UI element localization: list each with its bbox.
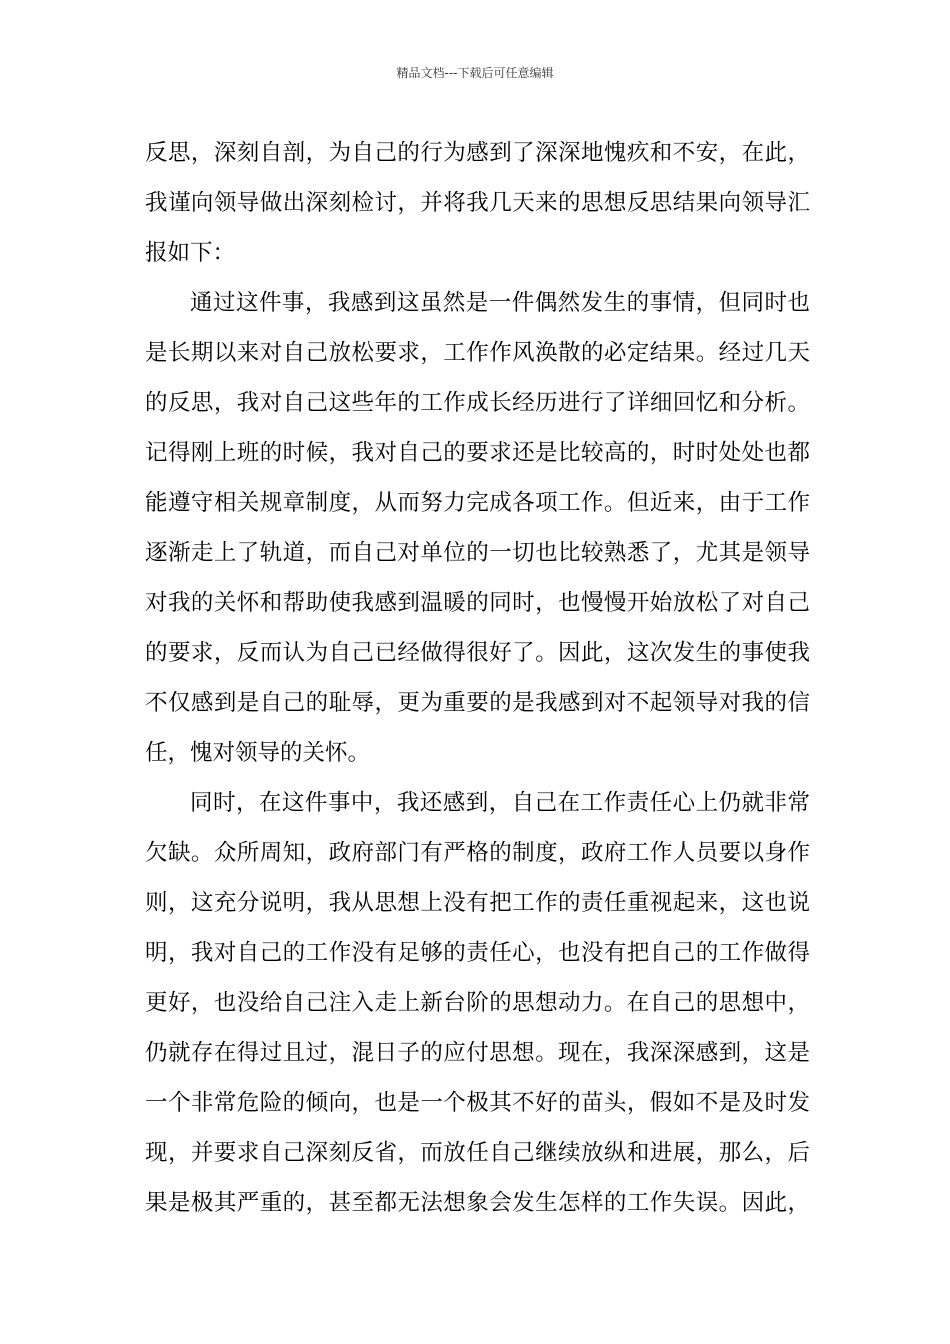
text-line: 果是极其严重的，甚至都无法想象会发生怎样的工作失误。因此， [145, 1190, 810, 1216]
text-line: 记得刚上班的时候，我对自己的要求还是比较高的，时时处处也都 [145, 440, 810, 466]
body-text [145, 128, 810, 1228]
text-line: 反思，深刻自剖，为自己的行为感到了深深地愧疚和不安，在此， [145, 140, 810, 166]
text-line: 我谨向领导做出深刻检讨，并将我几天来的思想反思结果向领导汇 [145, 190, 810, 216]
text-line: 仍就存在得过且过，混日子的应付思想。现在，我深深感到，这是 [145, 1040, 810, 1066]
text-line: 一个非常危险的倾向，也是一个极其不好的苗头，假如不是及时发 [145, 1090, 810, 1116]
text-line: 明，我对自己的工作没有足够的责任心，也没有把自己的工作做得 [145, 940, 810, 966]
text-line: 是长期以来对自己放松要求，工作作风涣散的必定结果。经过几天 [145, 340, 810, 366]
paragraph-first-line: 通过这件事，我感到这虽然是一件偶然发生的事情，但同时也 [190, 290, 810, 316]
text-line: 现，并要求自己深刻反省，而放任自己继续放纵和进展，那么，后 [145, 1140, 810, 1166]
text-line: 则，这充分说明，我从思想上没有把工作的责任重视起来，这也说 [145, 890, 810, 916]
text-line: 能遵守相关规章制度，从而努力完成各项工作。但近来，由于工作 [145, 490, 810, 516]
text-line: 报如下： [145, 240, 236, 266]
paragraph-first-line: 同时，在这件事中，我还感到，自己在工作责任心上仍就非常 [190, 790, 810, 816]
text-line: 对我的关怀和帮助使我感到温暖的同时，也慢慢开始放松了对自己 [145, 590, 810, 616]
text-line: 更好，也没给自己注入走上新台阶的思想动力。在自己的思想中， [145, 990, 810, 1016]
page-header: 精品文档---下载后可任意编辑 [396, 66, 554, 80]
text-line: 的要求，反而认为自己已经做得很好了。因此，这次发生的事使我 [145, 640, 810, 666]
text-line: 任，愧对领导的关怀。 [145, 740, 371, 766]
text-line: 的反思，我对自己这些年的工作成长经历进行了详细回忆和分析。 [145, 390, 810, 416]
text-line: 不仅感到是自己的耻辱，更为重要的是我感到对不起领导对我的信 [145, 690, 810, 716]
text-line: 欠缺。众所周知，政府部门有严格的制度，政府工作人员要以身作 [145, 840, 810, 866]
text-line: 逐渐走上了轨道，而自己对单位的一切也比较熟悉了，尤其是领导 [145, 540, 810, 566]
